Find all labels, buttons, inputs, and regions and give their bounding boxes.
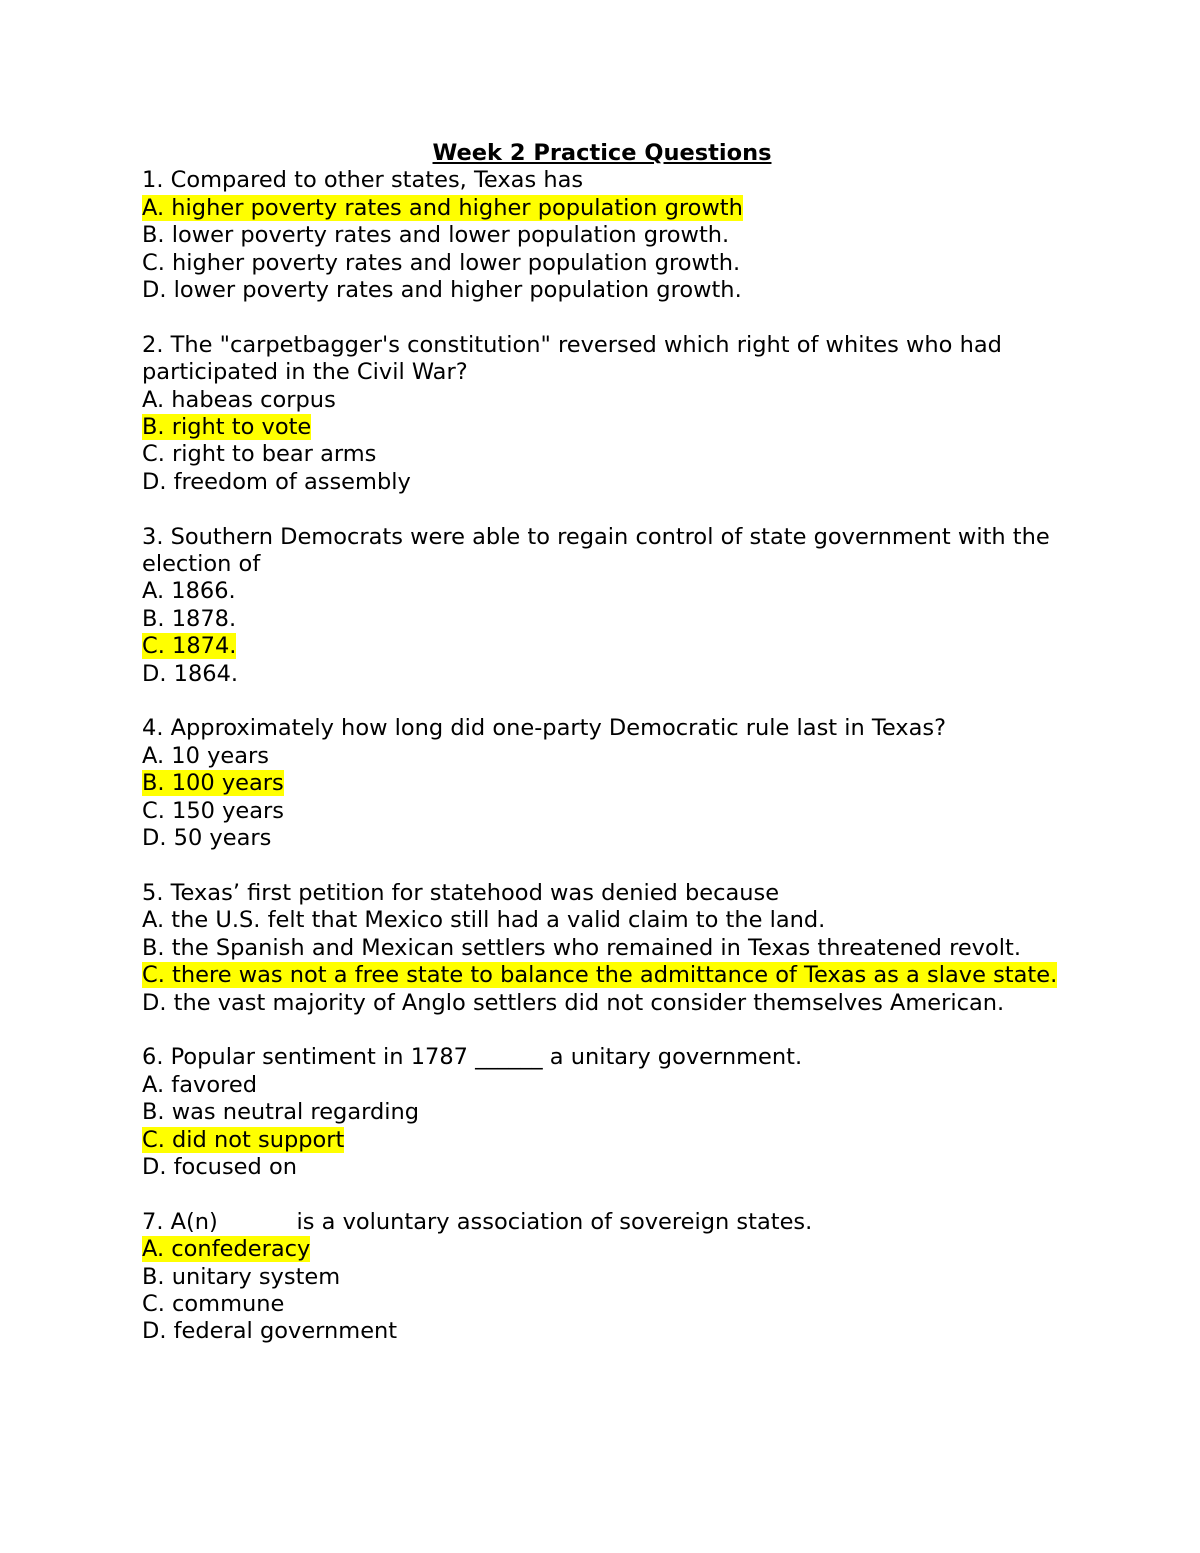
answer-option-c: [142, 962, 1062, 989]
highlighted-answer: A. confederacy: [142, 1236, 311, 1263]
answer-option-d: D. lower poverty rates and higher population growth.: [142, 277, 742, 304]
answer-option-a: A. habeas corpus: [142, 386, 336, 413]
answer-option-a: A. 10 years: [142, 742, 270, 769]
question-stem: 5. Texas’ first petition for statehood was denied because: [142, 879, 780, 906]
answer-option-c: [142, 1127, 1062, 1154]
question-6: [142, 1044, 1062, 1181]
highlighted-answer: C. 1874.: [142, 633, 237, 660]
highlighted-answer: B. right to vote: [142, 414, 312, 441]
question-stem: 7. A(n) is a voluntary association of sovereign states.: [142, 1208, 813, 1235]
question-stem: 1. Compared to other states, Texas has: [142, 167, 584, 194]
answer-option-d: D. the vast majority of Anglo settlers did not consider themselves American.: [142, 989, 1005, 1016]
answer-option-b: B. the Spanish and Mexican settlers who remained in Texas threatened revolt.: [142, 934, 1021, 961]
document-title: Week 2 Practice Questions: [432, 140, 772, 166]
answer-option-b: B. was neutral regarding: [142, 1099, 420, 1126]
answer-option-c: C. higher poverty rates and lower population growth.: [142, 249, 741, 276]
question-4: [142, 715, 1062, 852]
question-1: [142, 167, 1062, 304]
answer-option-d: D. freedom of assembly: [142, 468, 411, 495]
answer-option-a: A. the U.S. felt that Mexico still had a valid claim to the land.: [142, 907, 826, 934]
answer-option-a: A. 1866.: [142, 578, 236, 605]
question-7: [142, 1209, 1062, 1346]
question-3: [142, 524, 1062, 688]
question-stem: 3. Southern Democrats were able to regain control of state government with the election of: [142, 523, 1057, 578]
answer-option-b: B. unitary system: [142, 1263, 341, 1290]
answer-option-a: [142, 195, 1062, 222]
answer-option-c: C. 150 years: [142, 797, 285, 824]
answer-option-d: D. 50 years: [142, 825, 272, 852]
answer-option-b: B. lower poverty rates and lower population growth.: [142, 222, 730, 249]
answer-option-b: [142, 770, 1062, 797]
highlighted-answer: B. 100 years: [142, 770, 284, 797]
answer-option-b: [142, 414, 1062, 441]
answer-option-d: D. federal government: [142, 1318, 398, 1345]
highlighted-answer: A. higher poverty rates and higher population growth: [142, 194, 743, 221]
question-stem: 6. Popular sentiment in 1787 ______ a unitary government.: [142, 1044, 803, 1071]
answer-option-a: [142, 1236, 1062, 1263]
question-stem: 4. Approximately how long did one-party Democratic rule last in Texas?: [142, 715, 947, 742]
answer-option-d: D. focused on: [142, 1153, 297, 1180]
question-5: [142, 880, 1062, 1017]
answer-option-c: C. right to bear arms: [142, 441, 377, 468]
answer-option-a: A. favored: [142, 1071, 257, 1098]
document-page: [142, 140, 1062, 1373]
answer-option-c: C. commune: [142, 1290, 285, 1317]
answer-option-b: B. 1878.: [142, 605, 237, 632]
question-2: [142, 332, 1062, 496]
highlighted-answer: C. did not support: [142, 1126, 345, 1153]
highlighted-answer: C. there was not a free state to balance the admittance of Texas as a slave state.: [142, 962, 1058, 989]
question-stem: 2. The "carpetbagger's constitution" reversed which right of whites who had participated in the Civil War?: [142, 331, 1010, 386]
answer-option-d: D. 1864.: [142, 660, 239, 687]
answer-option-c: [142, 633, 1062, 660]
